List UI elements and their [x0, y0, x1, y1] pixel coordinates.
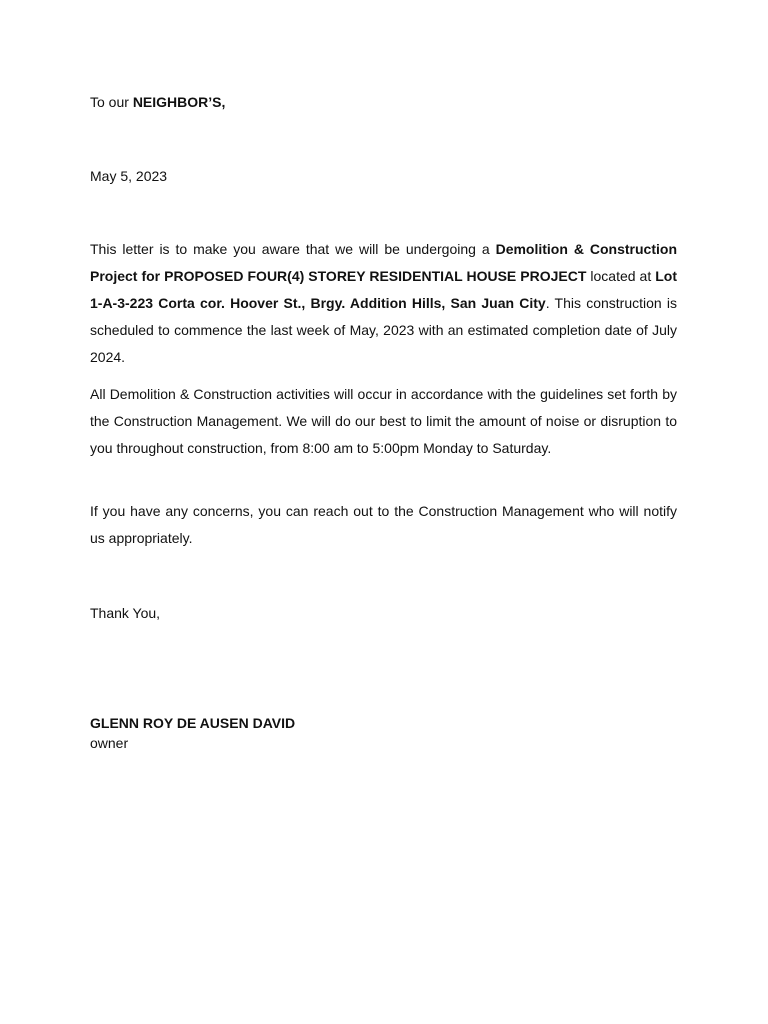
- salutation-name: NEIGHBOR’S,: [132, 94, 226, 110]
- salutation-prefix: To our: [90, 94, 133, 110]
- paragraph-1-text-3: . This construction is scheduled to commence the last week of May, 2023 with an estimated completion date of July 2024.: [90, 295, 677, 365]
- letter-date: May 5, 2023: [90, 168, 168, 184]
- project-location: Lot 1-A-3-223 Corta cor. Hoover St., Brgy. Addition Hills, San Juan City: [90, 268, 677, 311]
- paragraph-1-text-2: located at: [586, 268, 656, 284]
- signature-name: GLENN ROY DE AUSEN DAVID: [90, 715, 296, 731]
- closing: Thank You,: [90, 605, 161, 621]
- signature-title: owner: [90, 735, 129, 751]
- project-name: Demolition & Construction Project for PROPOSED FOUR(4) STOREY RESIDENTIAL HOUSE PROJECT: [90, 241, 677, 284]
- salutation: [90, 93, 677, 111]
- paragraph-1: [90, 236, 677, 371]
- paragraph-1-text-1: This letter is to make you aware that we will be undergoing a: [90, 241, 496, 257]
- paragraph-3: If you have any concerns, you can reach out to the Construction Management who will notify us appropriately.: [90, 503, 677, 546]
- paragraph-2: All Demolition & Construction activities will occur in accordance with the guidelines set forth by the Construction Management. We will do our best to limit the amount of noise or disruption to you throughout construction, from 8:00 am to 5:00pm Monday to Saturday.: [90, 386, 677, 456]
